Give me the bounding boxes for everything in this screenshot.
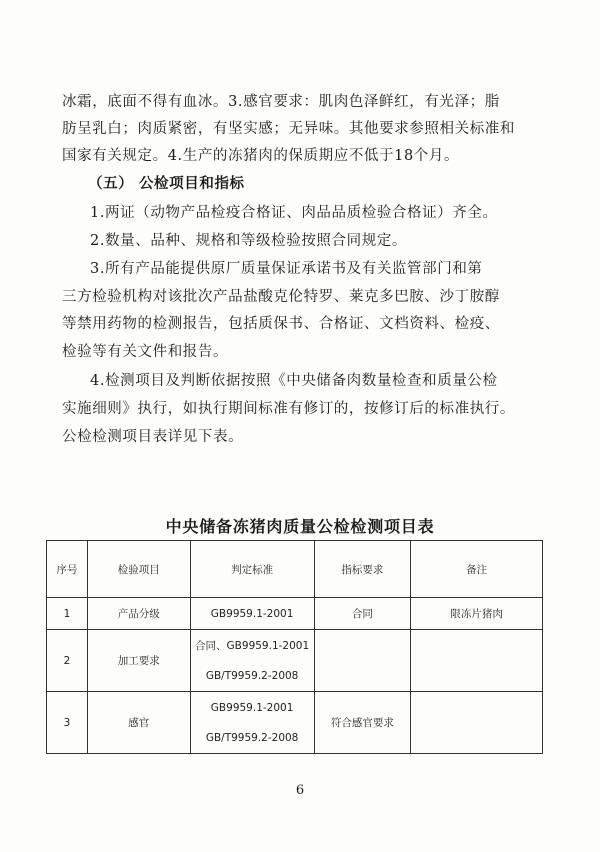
paragraph-line: 国家有关规定。4.生产的冻猪肉的保质期应不低于18个月。 (62, 148, 460, 164)
cell-remark: 限冻片猪肉 (411, 598, 543, 630)
cell-no: 1 (47, 598, 88, 630)
list-item-continuation: 公检检测项目表详见下表。 (62, 429, 244, 445)
standard-line: 合同、GB9959.1-2001 (195, 639, 310, 652)
page-number: 6 (295, 783, 305, 798)
table-row (47, 598, 543, 630)
paragraph-line: 冰霜，底面不得有血冰。3.感官要求：肌肉色泽鲜红，有光泽；脂 (62, 94, 500, 110)
list-item-continuation: 等禁用药物的检测报告，包括质保书、合格证、文档资料、检疫、 (62, 316, 500, 332)
cell-no: 3 (47, 692, 88, 754)
standard-line: GB9959.1-2001 (210, 701, 294, 714)
table-title: 中央储备冻猪肉质量公检检测项目表 (165, 517, 435, 536)
header-no: 序号 (47, 541, 88, 598)
standard-line: GB/T9959.2-2008 (205, 669, 299, 682)
cell-requirement: 符合感官要求 (314, 692, 411, 754)
section-heading: （五） 公检项目和指标 (88, 175, 245, 192)
cell-item: 产品分级 (87, 598, 190, 630)
table-header-row (47, 541, 543, 598)
cell-standard: GB9959.1-2001 (190, 598, 314, 630)
cell-requirement (314, 630, 411, 692)
list-item-continuation: 检验等有关文件和报告。 (62, 344, 229, 360)
table-row (47, 630, 543, 692)
cell-standard (190, 630, 314, 692)
paragraph-line: 肪呈乳白；肉质紧密，有坚实感；无异味。其他要求参照相关标准和 (62, 121, 515, 137)
list-item-continuation: 三方检验机构对该批次产品盐酸克伦特罗、莱克多巴胺、沙丁胺醇 (62, 289, 500, 305)
cell-standard (190, 692, 314, 754)
list-item: 4.检测项目及判断依据按照《中央储备肉数量检查和质量公检 (90, 373, 498, 389)
cell-remark (411, 630, 543, 692)
list-item: 1.两证（动物产品检疫合格证、肉品品质检验合格证）齐全。 (90, 205, 498, 221)
header-item: 检验项目 (87, 541, 190, 598)
list-item: 2.数量、品种、规格和等级检验按照合同规定。 (90, 233, 408, 249)
list-item: 3.所有产品能提供原厂质量保证承诺书及有关监管部门和第 (90, 261, 483, 277)
standard-line: GB/T9959.2-2008 (205, 731, 299, 744)
cell-item: 加工要求 (87, 630, 190, 692)
table-row (47, 692, 543, 754)
cell-no: 2 (47, 630, 88, 692)
list-item-continuation: 实施细则》执行，如执行期间标准有修订的，按修订后的标准执行。 (62, 401, 515, 417)
header-requirement: 指标要求 (314, 541, 411, 598)
inspection-items-table (46, 540, 543, 754)
cell-remark (411, 692, 543, 754)
cell-item: 感官 (87, 692, 190, 754)
cell-requirement: 合同 (314, 598, 411, 630)
header-remark: 备注 (411, 541, 543, 598)
header-standard: 判定标准 (190, 541, 314, 598)
